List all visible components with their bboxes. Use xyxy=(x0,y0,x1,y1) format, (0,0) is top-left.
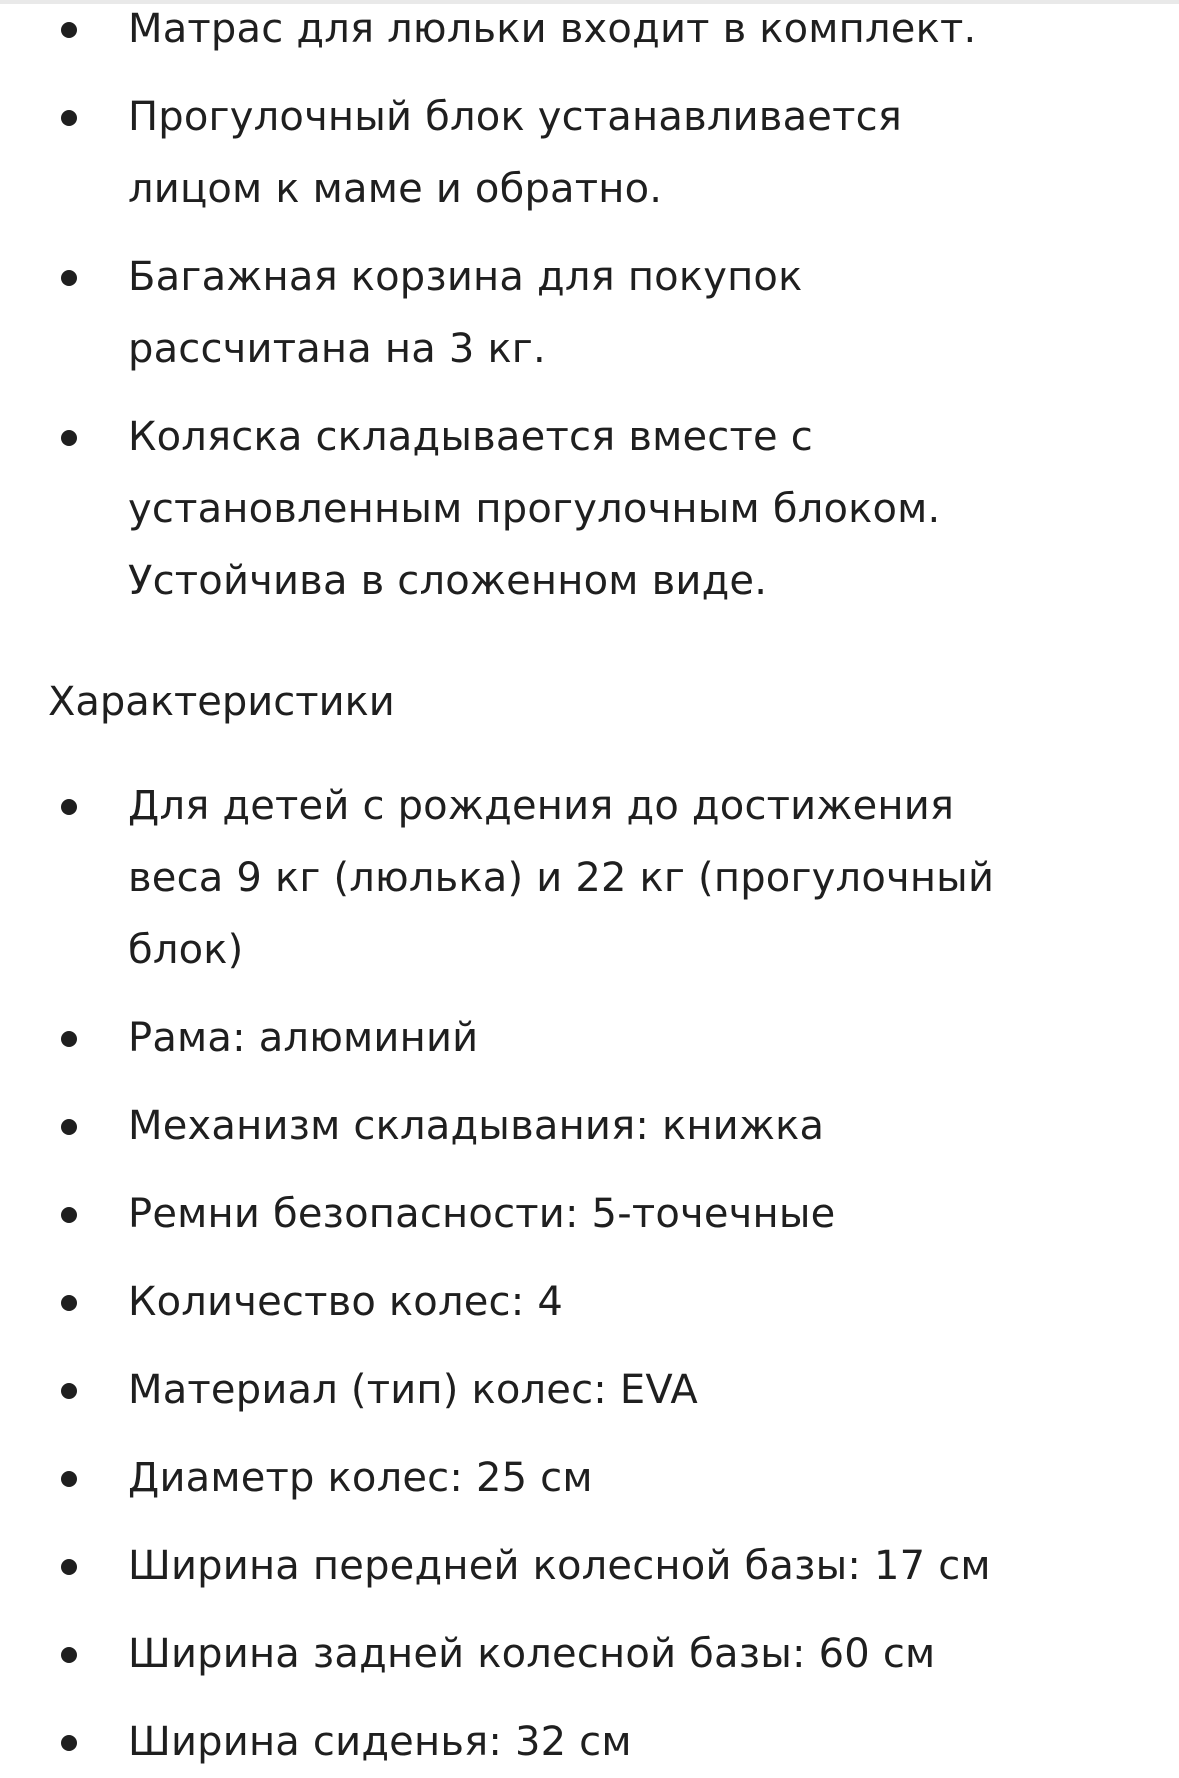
bullet-icon xyxy=(61,430,77,446)
bullet-icon xyxy=(61,1647,77,1663)
bullet-icon xyxy=(61,799,77,815)
list-item xyxy=(0,1178,1179,1250)
bullet-icon xyxy=(61,1207,77,1223)
list-item xyxy=(0,770,1179,986)
list-item-text: Прогулочный блок устанавливается лицом к маме и обратно. xyxy=(128,94,903,212)
list-item xyxy=(0,1442,1179,1514)
list-item xyxy=(0,1618,1179,1690)
bullet-icon xyxy=(61,1031,77,1047)
list-item xyxy=(0,1530,1179,1602)
list-item xyxy=(0,0,1179,65)
section-title: Характеристики xyxy=(48,679,395,725)
bullet-icon xyxy=(61,1559,77,1575)
bullet-icon xyxy=(61,1735,77,1751)
bullet-icon xyxy=(61,110,77,126)
list-item-text: Материал (тип) колес: EVA xyxy=(128,1367,698,1413)
list-item-text: Механизм складывания: книжка xyxy=(128,1103,825,1149)
list-item-text: Ширина передней колесной базы: 17 см xyxy=(128,1543,991,1589)
list-item-text: Диаметр колес: 25 см xyxy=(128,1455,593,1501)
list-item xyxy=(0,401,1179,617)
list-item-text: Ширина сиденья: 32 см xyxy=(128,1719,632,1765)
list-item-text: Ремни безопасности: 5-точечные xyxy=(128,1191,836,1237)
list-item-text: Коляска складывается вместе с установленным прогулочным блоком. Устойчива в сложенном виде. xyxy=(128,414,941,604)
bullet-icon xyxy=(61,1119,77,1135)
list-item xyxy=(0,1354,1179,1426)
bullet-icon xyxy=(61,22,77,38)
bullet-icon xyxy=(61,1383,77,1399)
list-item xyxy=(0,1266,1179,1338)
list-item-text: Багажная корзина для покупок рассчитана на 3 кг. xyxy=(128,254,803,372)
list-item xyxy=(0,241,1179,385)
bullet-icon xyxy=(61,270,77,286)
features-list xyxy=(0,0,1179,617)
bullet-icon xyxy=(61,1471,77,1487)
list-item-text: Матрас для люльки входит в комплект. xyxy=(128,6,977,52)
bullet-icon xyxy=(61,1295,77,1311)
list-item-text: Количество колес: 4 xyxy=(128,1279,563,1325)
list-item-text: Ширина задней колесной базы: 60 см xyxy=(128,1631,936,1677)
list-item xyxy=(0,1090,1179,1162)
list-item xyxy=(0,1706,1179,1778)
list-item-text: Рама: алюминий xyxy=(128,1015,479,1061)
list-item-text: Для детей с рождения до достижения веса 9 кг (люлька) и 22 кг (прогулочный блок) xyxy=(128,783,995,973)
list-item xyxy=(0,81,1179,225)
specs-list xyxy=(0,770,1179,1778)
list-item xyxy=(0,1002,1179,1074)
